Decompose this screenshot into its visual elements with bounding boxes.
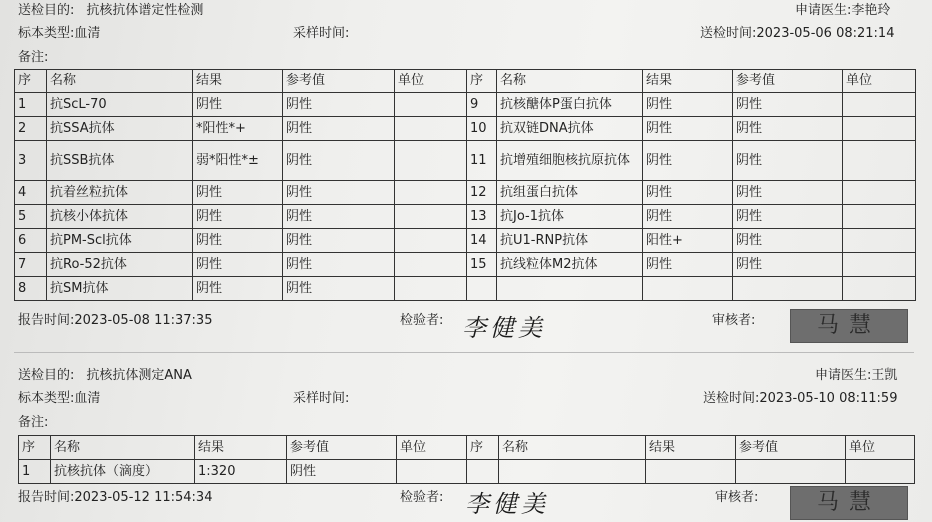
doctor-value: 李艳玲 — [851, 3, 891, 18]
report2-specimen — [18, 392, 100, 406]
row-unit-2 — [843, 277, 916, 301]
tester-signature: 李健美 — [465, 490, 549, 518]
row-result: 阴性 — [193, 277, 283, 301]
col-header-ref-2: 参考值 — [736, 436, 846, 460]
col-header-name: 名称 — [47, 70, 193, 93]
reviewer-stamp: 马慧 — [790, 486, 908, 520]
col-header-name: 名称 — [51, 436, 195, 460]
col-header-unit-2: 单位 — [846, 436, 915, 460]
report1-submit — [700, 27, 894, 41]
doctor-label: 申请医生: — [795, 3, 852, 18]
report2-report-time — [18, 491, 212, 505]
row-result-2: 阴性 — [643, 253, 733, 277]
specimen-label: 标本类型: — [18, 391, 75, 406]
notes-label: 备注: — [18, 415, 49, 430]
col-header-no-2: 序 — [467, 70, 497, 93]
row-no: 1 — [15, 93, 47, 117]
row-unit-2 — [843, 205, 916, 229]
row-no-2: 10 — [467, 117, 497, 141]
col-header-ref: 参考值 — [287, 436, 397, 460]
reviewer-label: 审核者: — [715, 490, 759, 505]
purpose-value: 抗核抗体谱定性检测 — [86, 3, 204, 18]
row-unit-2 — [843, 141, 916, 181]
col-header-result: 结果 — [193, 70, 283, 93]
row-unit — [395, 181, 467, 205]
report2-purpose — [18, 369, 192, 383]
row-no-2: 9 — [467, 93, 497, 117]
sampling-label: 采样时间: — [293, 391, 350, 406]
row-name: 抗着丝粒抗体 — [47, 181, 193, 205]
row-name: 抗PM-Scl抗体 — [47, 229, 193, 253]
report-time-value: 2023-05-08 11:37:35 — [74, 313, 213, 328]
row-no: 3 — [15, 141, 47, 181]
col-header-name-2: 名称 — [497, 70, 643, 93]
reviewer-stamp: 马慧 — [790, 309, 908, 343]
row-name-2: 抗U1-RNP抗体 — [497, 229, 643, 253]
submit-value: 2023-05-10 08:11:59 — [759, 391, 898, 406]
col-header-unit: 单位 — [397, 436, 467, 460]
tester-label: 检验者: — [400, 313, 444, 328]
row-name: 抗Ro-52抗体 — [47, 253, 193, 277]
tester-signature: 李健美 — [462, 314, 546, 342]
specimen-label: 标本类型: — [18, 26, 75, 41]
row-unit — [395, 277, 467, 301]
sampling-label: 采样时间: — [293, 26, 350, 41]
notes-label: 备注: — [18, 50, 49, 65]
row-no-2 — [467, 277, 497, 301]
row-no: 2 — [15, 117, 47, 141]
row-no: 7 — [15, 253, 47, 277]
report1-report-time — [18, 314, 212, 328]
row-result-2 — [646, 460, 736, 484]
tester-label: 检验者: — [400, 490, 444, 505]
table-row — [15, 181, 916, 205]
col-header-ref-2: 参考值 — [733, 70, 843, 93]
row-name-2: 抗核醣体P蛋白抗体 — [497, 93, 643, 117]
row-unit — [395, 205, 467, 229]
report1-reviewer — [712, 314, 755, 328]
row-ref-2: 阴性 — [733, 117, 843, 141]
specimen-value: 血清 — [74, 26, 101, 41]
report-time-value: 2023-05-12 11:54:34 — [74, 490, 213, 505]
purpose-label: 送检目的: — [18, 3, 75, 18]
row-ref-2: 阴性 — [733, 205, 843, 229]
col-header-no: 序 — [15, 70, 47, 93]
purpose-label: 送检目的: — [18, 368, 75, 383]
report1-purpose — [18, 4, 203, 18]
table-row — [15, 277, 916, 301]
col-header-unit-2: 单位 — [843, 70, 916, 93]
row-no: 4 — [15, 181, 47, 205]
row-ref: 阴性 — [283, 253, 395, 277]
row-result: 阴性 — [193, 93, 283, 117]
row-unit-2 — [843, 93, 916, 117]
col-header-ref: 参考值 — [283, 70, 395, 93]
specimen-value: 血清 — [74, 391, 101, 406]
row-no-2: 13 — [467, 205, 497, 229]
purpose-value: 抗核抗体测定ANA — [86, 368, 192, 383]
table-header-row — [15, 70, 916, 93]
submit-label: 送检时间: — [700, 26, 757, 41]
doctor-value: 王凯 — [871, 368, 898, 383]
report1-tester — [400, 314, 443, 328]
row-name-2 — [497, 277, 643, 301]
report2-tester — [400, 491, 443, 505]
row-no-2: 14 — [467, 229, 497, 253]
row-unit — [397, 460, 467, 484]
row-result-2: 阴性 — [643, 93, 733, 117]
row-ref-2: 阴性 — [733, 229, 843, 253]
row-name-2: 抗增殖细胞核抗原抗体 — [497, 141, 643, 181]
row-name-2: 抗线粒体M2抗体 — [497, 253, 643, 277]
row-ref-2: 阴性 — [733, 141, 843, 181]
reviewer-label: 审核者: — [712, 313, 756, 328]
section-divider — [14, 352, 914, 353]
row-result: *阳性*+ — [193, 117, 283, 141]
row-name-2: 抗双链DNA抗体 — [497, 117, 643, 141]
report2-results-table — [18, 435, 915, 484]
row-ref-2: 阴性 — [733, 181, 843, 205]
report2-sampling — [293, 392, 349, 406]
submit-value: 2023-05-06 08:21:14 — [756, 26, 895, 41]
row-unit — [395, 117, 467, 141]
row-unit-2 — [843, 229, 916, 253]
col-header-no: 序 — [19, 436, 51, 460]
row-no: 8 — [15, 277, 47, 301]
row-result: 阴性 — [193, 181, 283, 205]
row-result: 阴性 — [193, 229, 283, 253]
row-name: 抗核小体抗体 — [47, 205, 193, 229]
row-result-2: 阴性 — [643, 141, 733, 181]
report1-doctor — [795, 4, 890, 18]
row-name: 抗ScL-70 — [47, 93, 193, 117]
row-ref-2: 阴性 — [733, 253, 843, 277]
row-result: 阴性 — [193, 205, 283, 229]
row-no: 5 — [15, 205, 47, 229]
row-unit — [395, 141, 467, 181]
row-ref: 阴性 — [283, 181, 395, 205]
row-unit-2 — [846, 460, 915, 484]
table-row — [15, 229, 916, 253]
row-name: 抗SM抗体 — [47, 277, 193, 301]
row-name: 抗SSB抗体 — [47, 141, 193, 181]
col-header-unit: 单位 — [395, 70, 467, 93]
report2-notes — [18, 416, 48, 430]
table-header-row — [19, 436, 915, 460]
col-header-result-2: 结果 — [643, 70, 733, 93]
row-result-2: 阴性 — [643, 181, 733, 205]
row-no-2 — [467, 460, 499, 484]
table-row — [15, 117, 916, 141]
row-result-2: 阳性+ — [643, 229, 733, 253]
row-no-2: 15 — [467, 253, 497, 277]
doctor-label: 申请医生: — [815, 368, 872, 383]
row-ref: 阴性 — [283, 229, 395, 253]
row-no: 1 — [19, 460, 51, 484]
table-row — [19, 460, 915, 484]
row-ref: 阴性 — [283, 141, 395, 181]
table-row — [15, 93, 916, 117]
row-no: 6 — [15, 229, 47, 253]
col-header-no-2: 序 — [467, 436, 499, 460]
col-header-result-2: 结果 — [646, 436, 736, 460]
report2-reviewer — [715, 491, 758, 505]
row-ref: 阴性 — [283, 277, 395, 301]
row-result-2: 阴性 — [643, 205, 733, 229]
row-name-2 — [499, 460, 646, 484]
report2-doctor — [815, 369, 897, 383]
row-name-2: 抗组蛋白抗体 — [497, 181, 643, 205]
row-no-2: 11 — [467, 141, 497, 181]
table-row — [15, 141, 916, 181]
row-ref-2: 阴性 — [733, 93, 843, 117]
report-time-label: 报告时间: — [18, 490, 75, 505]
report1-sampling — [293, 27, 349, 41]
row-name: 抗核抗体（滴度） — [51, 460, 195, 484]
row-unit-2 — [843, 117, 916, 141]
row-result-2: 阴性 — [643, 117, 733, 141]
report2-submit — [703, 392, 897, 406]
col-header-name-2: 名称 — [499, 436, 646, 460]
report1-notes — [18, 51, 48, 65]
row-ref-2 — [736, 460, 846, 484]
row-unit — [395, 229, 467, 253]
row-result-2 — [643, 277, 733, 301]
submit-label: 送检时间: — [703, 391, 760, 406]
row-ref-2 — [733, 277, 843, 301]
col-header-result: 结果 — [195, 436, 287, 460]
row-name-2: 抗Jo-1抗体 — [497, 205, 643, 229]
row-ref: 阴性 — [283, 93, 395, 117]
report1-results-table — [14, 69, 916, 301]
table-row — [15, 253, 916, 277]
table-row — [15, 205, 916, 229]
row-result: 阴性 — [193, 253, 283, 277]
row-result: 弱*阳性*± — [193, 141, 283, 181]
report1-specimen — [18, 27, 100, 41]
row-ref: 阴性 — [283, 205, 395, 229]
row-ref: 阴性 — [283, 117, 395, 141]
row-result: 1:320 — [195, 460, 287, 484]
row-unit-2 — [843, 253, 916, 277]
row-unit — [395, 93, 467, 117]
row-no-2: 12 — [467, 181, 497, 205]
row-name: 抗SSA抗体 — [47, 117, 193, 141]
report-time-label: 报告时间: — [18, 313, 75, 328]
row-unit — [395, 253, 467, 277]
row-unit-2 — [843, 181, 916, 205]
row-ref: 阴性 — [287, 460, 397, 484]
